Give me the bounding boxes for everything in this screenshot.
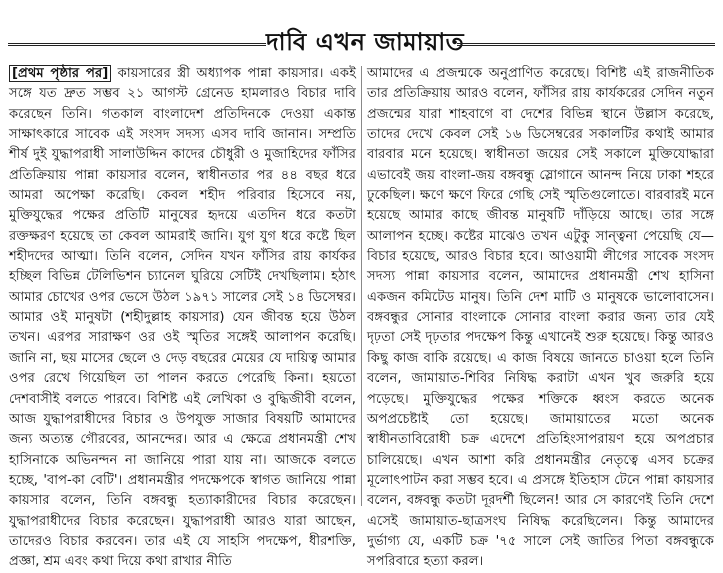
article-column-right <box>367 64 714 570</box>
column-divider <box>361 66 362 506</box>
headline-rule-right <box>457 43 715 46</box>
column-right-text: আমাদের এ প্রজন্মকে অনুপ্রাণিত করেছে। বিশিষ্ট এই রাজনীতিক তার প্রতিক্রিয়ায় আরও বলেন, ফাঁসির রায় কার্যকরের সেদিন নতুন প্রজন্মের যারা শাহবাগে বা দেশের বিভিন্ন স্থানে উল্লাস করেছে, তাদের দেখে কেবল সেই ১৬ ডিসেম্বরের সকালটির কথাই আমার বারবার মনে হয়েছে। স্বাধীনতা জয়ের সেই সকালে মুক্তিযোদ্ধারা এভাবেই জয় বাংলা-জয় বঙ্গবন্ধু স্লোগানে আনন্দ নিয়ে ঢাকা শহরে ঢুকেছিল। ক্ষণে ক্ষণে ফিরে গেছি সেই স্মৃতিগুলোতে। বারবারই মনে হয়েছে আমার কাছে জীবন্ত মানুষটি দাঁড়িয়ে আছে। তার সঙ্গে আলাপন হচ্ছে। কষ্টের মাঝেও তখন এটুকু সান্ত্বনা পেয়েছি যে—বিচার হয়েছে, আরও বিচার হবে। আওয়ামী লীগের সাবেক সংসদ সদস্য পান্না কায়সার বলেন, আমাদের প্রধানমন্ত্রী শেখ হাসিনা একজন কমিটেড মানুষ। তিনি দেশ মাটি ও মানুষকে ভালোবাসেন। বঙ্গবন্ধুর সোনার বাংলাকে সোনার বাংলা করার জন্য তার যেই দৃঢ়তা সেই দৃঢ়তার পদক্ষেপ কিন্তু এখানেই শুরু হয়েছে। কিন্তু আরও কিছু কাজ বাকি রয়েছে। এ কাজ বিষয়ে জানতে চাওয়া হলে তিনি বলেন, জামায়াত-শিবির নিষিদ্ধ করাটা এখন খুব জরুরি হয়ে পড়েছে। মুক্তিযুদ্ধের পক্ষের শক্তিকে ধ্বংস করতে অনেক অপপ্রচেষ্টাই তো হয়েছে। জামায়াতের মতো অনেক স্বাধীনতাবিরোধী চক্র এদেশে প্রতিহিংসাপরায়ণ হয়ে অপপ্রচার চালিয়েছে। এখন আশা করি প্রধানমন্ত্রীর নেতৃত্বে এসব চক্রের মূলোৎপাটন করা সম্ভব হবে। এ প্রসঙ্গে ইতিহাস টেনে পান্না কায়সার বলেন, বঙ্গবন্ধু কতটা দূরদর্শী ছিলেন! আর সে কারণেই তিনি দেশে এসেই জামায়াত-ছাত্রসংঘ নিষিদ্ধ করেছিলেন। কিন্তু আমাদের দুর্ভাগ্য যে, একটি চক্র '৭৫ সালে সেই জাতির পিতা বঙ্গবন্ধুকে সপরিবারে হত্যা করল। <box>367 66 714 570</box>
column-left-text: কায়সারের স্ত্রী অধ্যাপক পান্না কায়সার। একই সঙ্গে যত দ্রুত সম্ভব ২১ আগস্ট গ্রেনেড হামলারও বিচার দাবি করেছেন তিনি। গতকাল বাংলাদেশ প্রতিদিনকে দেওয়া একান্ত সাক্ষাৎকারে সাবেক এই সংসদ সদস্য এসব দাবি জানান। সম্প্রতি শীর্ষ দুই যুদ্ধাপরাধী সালাউদ্দিন কাদের চৌধুরী ও মুজাহিদের ফাঁসির প্রতিক্রিয়ায় পান্না কায়সার বলেন, স্বাধীনতার পর ৪৪ বছর ধরে আমরা অপেক্ষা করেছি। কেবল শহীদ পরিবার হিসেবে নয়, মুক্তিযুদ্ধের পক্ষের প্রতিটি মানুষের হৃদয়ে এতদিন ধরে কতটা রক্তক্ষরণ হয়েছে তা কেবল আমরাই জানি। যুগ যুগ ধরে কষ্টে ছিল শহীদদের আত্মা। তিনি বলেন, সেদিন যখন ফাঁসির রায় কার্যকর হচ্ছিল বিভিন্ন টেলিভিশন চ্যানেল ঘুরিয়ে সেটিই দেখছিলাম। হঠাৎ আমার চোখের ওপর ভেসে উঠল ১৯৭১ সালের সেই ১৪ ডিসেম্বর। আমার ওই মানুষটা (শহীদুল্লাহ কায়সার) যেন জীবন্ত হয়ে উঠল তখন। এরপর সারাক্ষণ ওর ওই স্মৃতির সঙ্গেই আলাপন করেছি। জানি না, ছয় মাসের ছেলে ও দেড় বছরের মেয়ের যে দায়িত্ব আমার ওপর রেখে গিয়েছিল তা পালন করতে পেরেছি কিনা। হয়তো দেশবাসীই বলতে পারবে। বিশিষ্ট এই লেখিকা ও বুদ্ধিজীবী বলেন, আজ যুদ্ধাপরাধীদের বিচার ও উপযুক্ত সাজার বিষয়টি আমাদের জন্য অত্যন্ত গৌরবের, আনন্দের। আর এ ক্ষেত্রে প্রধানমন্ত্রী শেখ হাসিনাকে অভিনন্দন না জানিয়ে পারা যায় না। আজকে বলতে হচ্ছে, 'বাপ-কা বেটি'। প্রধানমন্ত্রীর পদক্ষেপকে স্বাগত জানিয়ে পান্না কায়সার বলেন, তিনি বঙ্গবন্ধু হত্যাকারীদের বিচার করেছেন। যুদ্ধাপরাধীদের বিচার করেছেন। যুদ্ধাপরাধী আরও যারা আছেন, তাদেরও বিচার করবেন। তার এই যে সাহসি পদক্ষেপ, ধীরশক্তি, প্রজ্ঞা, শ্রম এবং কথা দিয়ে কথা রাখার নীতি <box>9 66 356 570</box>
continued-from-label: [প্রথম পৃষ্ঠার পর] <box>9 65 111 82</box>
headline-rule-left <box>8 43 266 46</box>
headline: দাবি এখন জামায়াত <box>266 28 465 56</box>
article-paragraph-left <box>9 64 356 573</box>
article-column-left <box>9 64 356 570</box>
